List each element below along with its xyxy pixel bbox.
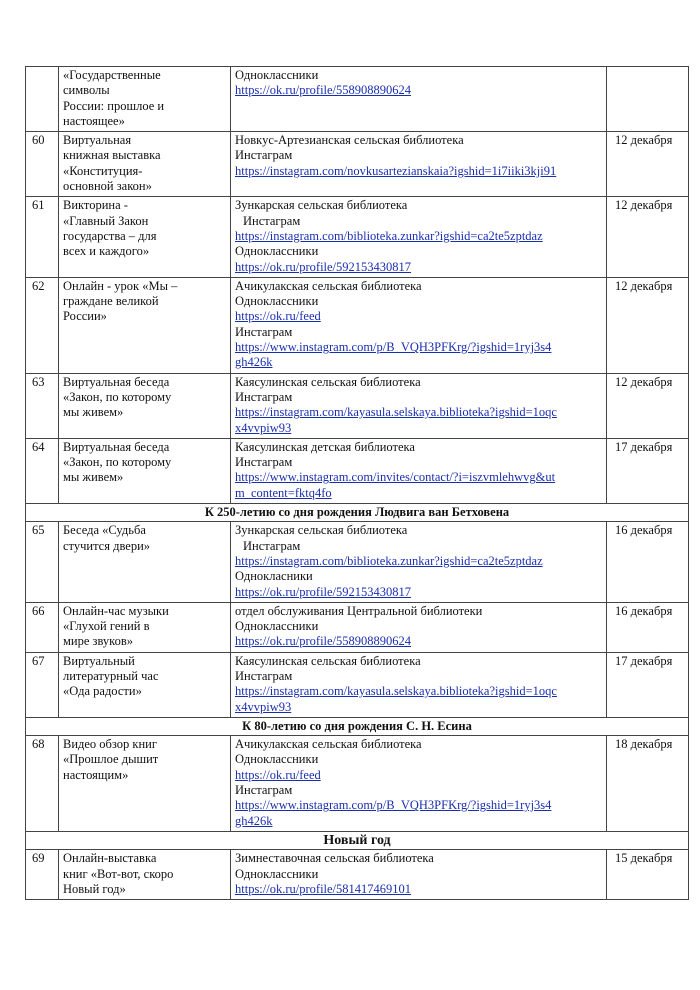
event-title-line: «Закон, по которому (63, 389, 172, 404)
event-title-line: Онлайн - урок «Мы – (63, 278, 178, 293)
event-title-line: книг «Вот-вот, скоро (63, 866, 174, 881)
event-title-line: настоящее» (63, 113, 125, 128)
event-title-line: настоящим» (63, 767, 129, 782)
table-row (26, 438, 689, 503)
event-title-line: «Глухой гений в (63, 619, 150, 634)
event-title-line: Видео обзор книг (63, 737, 157, 752)
venue-link[interactable]: https://www.instagram.com/p/B_VQH3PFKrg/?igshid=1ryj3s4 (235, 798, 552, 813)
venue-text: Каясулинская сельская библиотека (235, 653, 421, 668)
event-date: 16 декабря (607, 522, 689, 602)
venue-text: Каясулинская сельская библиотека (235, 374, 421, 389)
venue-text: Одноклассники (235, 68, 319, 82)
venue-text: Ачикулакская сельская библиотека (235, 737, 422, 752)
venue-link[interactable]: gh426k (235, 355, 273, 370)
venue-link[interactable]: https://instagram.com/kayasula.selskaya.biblioteka?igshid=1oqc (235, 405, 557, 420)
venue-link[interactable]: https://ok.ru/profile/592153430817 (235, 259, 412, 274)
event-number: 61 (26, 197, 59, 277)
venue-link[interactable]: https://ok.ru/profile/558908890624 (235, 83, 412, 98)
venue-link[interactable]: https://instagram.com/kayasula.selskaya.biblioteka?igshid=1oqc (235, 684, 557, 699)
event-title-line: мы живем» (63, 470, 124, 485)
event-title-line: «Государственные (63, 68, 161, 82)
event-title (59, 438, 231, 503)
venue-link[interactable]: https://ok.ru/profile/558908890624 (235, 634, 412, 649)
event-date: 17 декабря (607, 438, 689, 503)
event-venue (231, 602, 607, 652)
venue-link[interactable]: https://ok.ru/profile/592153430817 (235, 584, 412, 599)
table-row (26, 197, 689, 277)
event-number: 63 (26, 373, 59, 438)
section-heading-prefix: К 250- (204, 505, 240, 520)
event-title-line: всех и каждого» (63, 244, 150, 259)
venue-link[interactable]: https://ok.ru/feed (235, 767, 321, 782)
event-title (59, 602, 231, 652)
venue-link[interactable]: gh426k (235, 813, 273, 828)
event-title-line: «Конституция- (63, 163, 143, 178)
venue-text: Инстаграм (235, 455, 293, 470)
events-table (25, 66, 689, 900)
event-number: 65 (26, 522, 59, 602)
event-title-line: «Прошлое дышит (63, 752, 159, 767)
event-venue (231, 850, 607, 900)
event-title-line: стучится двери» (63, 538, 151, 553)
document-page (25, 66, 688, 900)
section-heading (26, 831, 689, 849)
event-title-line: Беседа «Судьба (63, 523, 146, 538)
venue-text: отдел обслуживания Центральной библиотеки (235, 603, 483, 618)
event-number: 69 (26, 850, 59, 900)
event-title (59, 277, 231, 373)
event-date: 15 декабря (607, 850, 689, 900)
venue-text: Одноклассники (235, 244, 319, 259)
venue-text: Ачикулакская сельская библиотека (235, 278, 422, 293)
event-number: 60 (26, 132, 59, 197)
table-row (26, 132, 689, 197)
event-title-line: «Главный Закон (63, 213, 149, 228)
event-title-line: Виртуальная беседа (63, 374, 170, 389)
event-title (59, 67, 231, 132)
venue-text: Новкус-Артезианская сельская библиотека (235, 133, 464, 148)
event-title-line: «Ода радости» (63, 684, 142, 699)
table-row (26, 602, 689, 652)
event-title-line: книжная выставка (63, 148, 161, 163)
table-row (26, 522, 689, 602)
event-venue (231, 522, 607, 602)
venue-link[interactable]: https://instagram.com/biblioteka.zunkar?igshid=ca2te5zptdaz (235, 553, 543, 568)
event-date: 17 декабря (607, 652, 689, 717)
venue-text: Инстаграм (235, 389, 293, 404)
venue-link[interactable]: x4vvpiw93 (235, 699, 292, 714)
events-table-body (26, 67, 689, 900)
section-heading (26, 717, 689, 735)
venue-text: Инстаграм (243, 538, 301, 553)
venue-text: Инстаграм (235, 668, 293, 683)
event-venue (231, 277, 607, 373)
event-venue (231, 197, 607, 277)
venue-text: Инстаграм (235, 148, 293, 163)
event-title-line: Викторина - (63, 198, 128, 213)
event-title-line: мы живем» (63, 405, 124, 420)
venue-link[interactable]: m_content=fktq4fo (235, 485, 332, 500)
section-heading-row (26, 831, 689, 849)
event-date: 16 декабря (607, 602, 689, 652)
venue-text: Одноклассники (235, 294, 319, 309)
event-title-line: Онлайн-час музыки (63, 603, 169, 618)
event-title (59, 850, 231, 900)
event-date: 12 декабря (607, 197, 689, 277)
section-heading-text: летию со дня рождения Людвига ван Бетховена (239, 505, 510, 520)
event-title-line: государства – для (63, 228, 157, 243)
event-number: 62 (26, 277, 59, 373)
table-row (26, 277, 689, 373)
section-heading-text: летию со дня рождения С. Н. Есина (271, 718, 472, 733)
event-title (59, 736, 231, 832)
table-row (26, 373, 689, 438)
section-heading-row (26, 717, 689, 735)
event-title-line: символы (63, 83, 110, 98)
event-venue (231, 67, 607, 132)
event-date: 12 декабря (607, 132, 689, 197)
event-date: 18 декабря (607, 736, 689, 832)
event-title-line: мире звуков» (63, 634, 134, 649)
event-number: 64 (26, 438, 59, 503)
event-date: 12 декабря (607, 373, 689, 438)
venue-link[interactable]: x4vvpiw93 (235, 420, 292, 435)
event-title (59, 197, 231, 277)
venue-link[interactable]: https://www.instagram.com/invites/contact/?i=iszvmlehwvg&ut (235, 470, 556, 485)
venue-text: Инстаграм (243, 213, 301, 228)
event-date (607, 67, 689, 132)
venue-link[interactable]: https://ok.ru/profile/581417469101 (235, 881, 412, 896)
event-venue (231, 438, 607, 503)
event-number (26, 67, 59, 132)
venue-text: Инстаграм (235, 324, 293, 339)
table-row (26, 736, 689, 832)
event-date: 12 декабря (607, 277, 689, 373)
event-venue (231, 132, 607, 197)
event-venue (231, 736, 607, 832)
event-title-line: России: прошлое и (63, 98, 165, 113)
table-row (26, 67, 689, 132)
event-title-line: России» (63, 309, 107, 324)
event-number: 68 (26, 736, 59, 832)
event-title-line: «Закон, по которому (63, 455, 172, 470)
venue-text: Инстаграм (235, 783, 293, 798)
table-row (26, 652, 689, 717)
event-title-line: литературный час (63, 668, 159, 683)
venue-text: Зункарская сельская библиотека (235, 523, 408, 538)
event-number: 66 (26, 602, 59, 652)
table-row (26, 850, 689, 900)
section-heading-text: Новый год (323, 832, 391, 848)
venue-text: Одноклассники (235, 866, 319, 881)
event-title (59, 132, 231, 197)
venue-link[interactable]: https://instagram.com/biblioteka.zunkar?igshid=ca2te5zptdaz (235, 228, 543, 243)
event-title-line: граждане великой (63, 294, 159, 309)
section-heading-prefix: К 80- (242, 718, 272, 733)
event-title (59, 373, 231, 438)
event-title-line: Виртуальный (63, 653, 135, 668)
venue-link[interactable]: https://instagram.com/novkusartezianskaia?igshid=1i7iiki3kji91 (235, 163, 557, 178)
venue-link[interactable]: https://ok.ru/feed (235, 309, 321, 324)
event-title (59, 522, 231, 602)
event-title-line: основной закон» (63, 179, 152, 194)
section-heading (26, 504, 689, 522)
event-title-line: Виртуальная беседа (63, 439, 170, 454)
event-title-line: Виртуальная (63, 133, 132, 148)
event-title (59, 652, 231, 717)
event-venue (231, 652, 607, 717)
venue-text: Зункарская сельская библиотека (235, 198, 408, 213)
venue-text: Однокласники (235, 569, 313, 584)
event-title-line: Новый год» (63, 881, 126, 896)
event-title-line: Онлайн-выставка (63, 851, 157, 866)
venue-text: Зимнеставочная сельская библиотека (235, 851, 434, 866)
event-venue (231, 373, 607, 438)
event-number: 67 (26, 652, 59, 717)
section-heading-row (26, 504, 689, 522)
venue-text: Одноклассники (235, 619, 319, 634)
venue-link[interactable]: https://www.instagram.com/p/B_VQH3PFKrg/?igshid=1ryj3s4 (235, 340, 552, 355)
venue-text: Одноклассники (235, 752, 319, 767)
venue-text: Каясулинская детская библиотека (235, 439, 415, 454)
